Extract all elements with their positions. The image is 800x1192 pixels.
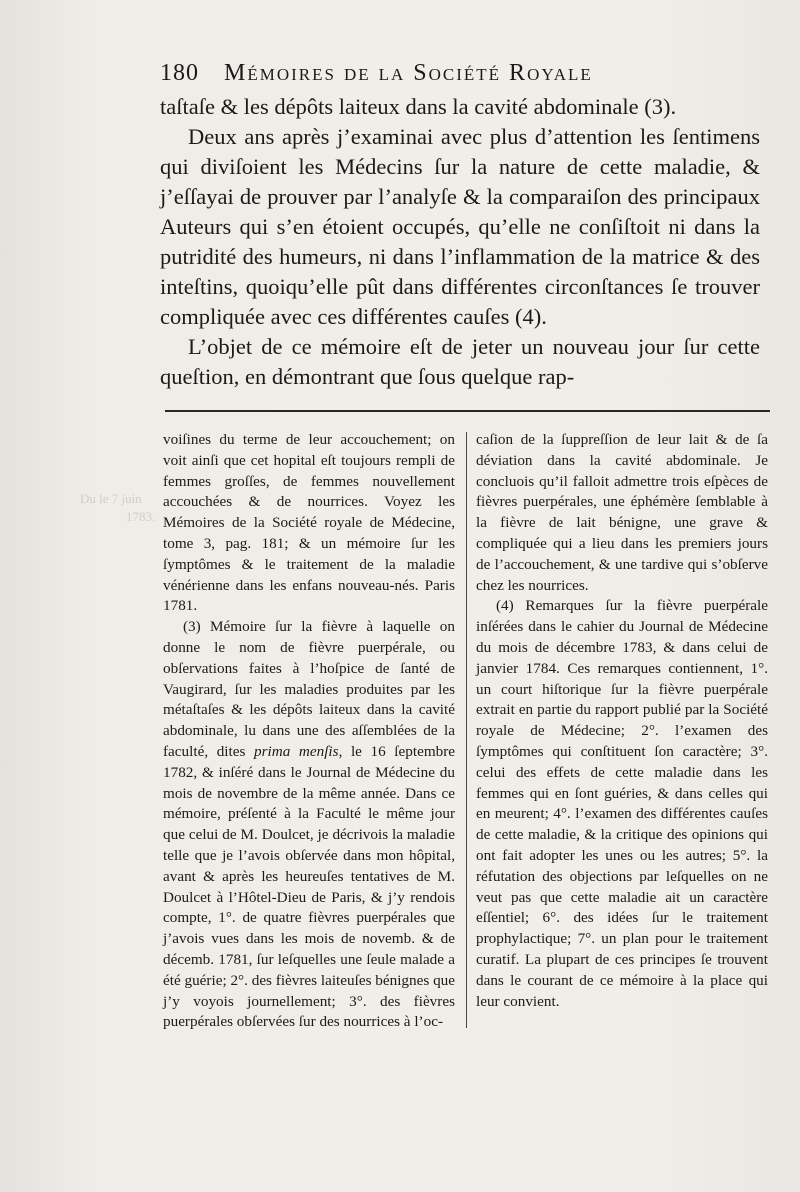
main-paragraph: Deux ans après j’examinai avec plus d’attention les ſentimens qui diviſoient les Médecins ſur la nature de cette maladie, & j’eſſayai de prouver par l’analyſe & la comparaiſon des principaux Auteurs qui s’en étoient occupés, qu’elle ne conſiſtoit ni dans la putridité des humeurs, ni dans l’inflammation de la matrice & des inteſtins, quoiqu’elle pût dans différentes circonſtances ſe trouver compliquée avec ces différentes cauſes (4). bbox=[160, 124, 760, 329]
footnote-column-left bbox=[163, 430, 455, 1033]
main-paragraph: L’objet de ce mémoire eſt de jeter un nouveau jour ſur cette queſtion, en démontrant que ſous quelque rap- bbox=[160, 334, 760, 389]
running-title: Mémoires de la Société Royale bbox=[224, 60, 593, 86]
running-header bbox=[160, 60, 760, 87]
footnote-3-continuation: caſion de la ſuppreſſion de leur lait & de ſa déviation dans la cavité abdominale. Je concluois qu’il falloit admettre trois eſpèces de fièvres puerpérales, une éphémère ſemblable à la fièvre de lait bénigne, une grave & compliquée qui a lieu dans les premiers jours de l’accouchement, & une tardive qui s’obſerve chez les nourrices. bbox=[476, 431, 768, 594]
footnote-4: (4) Remarques ſur la fièvre puerpérale inſérées dans le cahier du Journal de Médecine du mois de décembre 1783, & dans celui de janvier 1784. Ces remarques contiennent, 1°. un court hiſtorique ſur la fièvre puerpérale extrait en partie du rapport publié par la Société royale de Médecine; 2°. l’examen des ſymptômes qui conſtituent ſon caractère; 3°. celui des effets de cette maladie dans les femmes qui en ſont guéries, & dans celles qui en meurent; 4°. l’examen des différentes cauſes de cette maladie, & la critique des opinions qui ont fait adopter les unes ou les autres; 5°. la réfutation des objections par leſquelles on ne veut pas que cette maladie ait un caractère eſſentiel; 6°. des idées ſur le traitement prophylactique; 7°. un plan pour le traitement curatif. La plupart de ces principes ſe trouvent dans le courant de ce mémoire à la place qui leur convient. bbox=[476, 597, 768, 1010]
footnote-italic-text: prima menſis bbox=[254, 742, 339, 760]
main-text-block bbox=[160, 92, 760, 392]
bleed-line: 1783. bbox=[126, 509, 156, 524]
main-paragraph: taſtaſe & les dépôts laiteux dans la cavité abdominale (3). bbox=[160, 94, 677, 119]
column-divider bbox=[466, 432, 467, 1028]
bleed-through-text bbox=[80, 490, 155, 526]
footnote-column-right bbox=[476, 430, 768, 1012]
footnote-rule bbox=[165, 410, 770, 412]
page-number: 180 bbox=[160, 60, 199, 86]
footnote-text: , le 16 ſeptembre 1782, & inſéré dans le Journal de Médecine du mois de novembre de la même année. Dans ce mémoire, préſenté à la Faculté le même jour que celui de M. Doulcet, je décrivois la maladie telle que je l’avois obſervée dans mon hôpital, avant & après les heureuſes tentatives de M. Doulcet à l’Hôtel-Dieu de Paris, & j’y rendois compte, 1°. de quatre fièvres puerpérales que j’avois vues dans les mois de novemb. & de décemb. 1781, ſur leſquelles une ſeule malade a été guérie; 2°. des fièvres laiteuſes bénignes que j’y voyois journellement; 3°. des fièvres puerpérales obſervées ſur des nourrices à l’oc- bbox=[163, 742, 456, 1031]
footnote-text: (3) Mémoire ſur la fièvre à laquelle on donne le nom de fièvre puerpérale, ou obſervations faites à l’hoſpice de ſanté de Vaugirard, ſur les maladies produites par les métaſtaſes & les dépôts laiteux dans la cavité abdominale, lu dans une des aſſemblées de la faculté, dites bbox=[163, 618, 455, 760]
bleed-line: Du le 7 juin bbox=[80, 491, 142, 506]
footnote-3 bbox=[163, 617, 455, 1033]
footnote-continuation: voiſines du terme de leur accouchement; on voit ainſi que cet hopital eſt toujours rempli de femmes groſſes, de femmes nouvellement accouchées & de nourrices. Voyez les Mémoires de la Société royale de Médecine, tome 3, pag. 181; & un mémoire ſur les ſymptômes & le traitement de la maladie vénérienne dans les enfans nouveau-nés. Paris 1781. bbox=[163, 431, 455, 615]
